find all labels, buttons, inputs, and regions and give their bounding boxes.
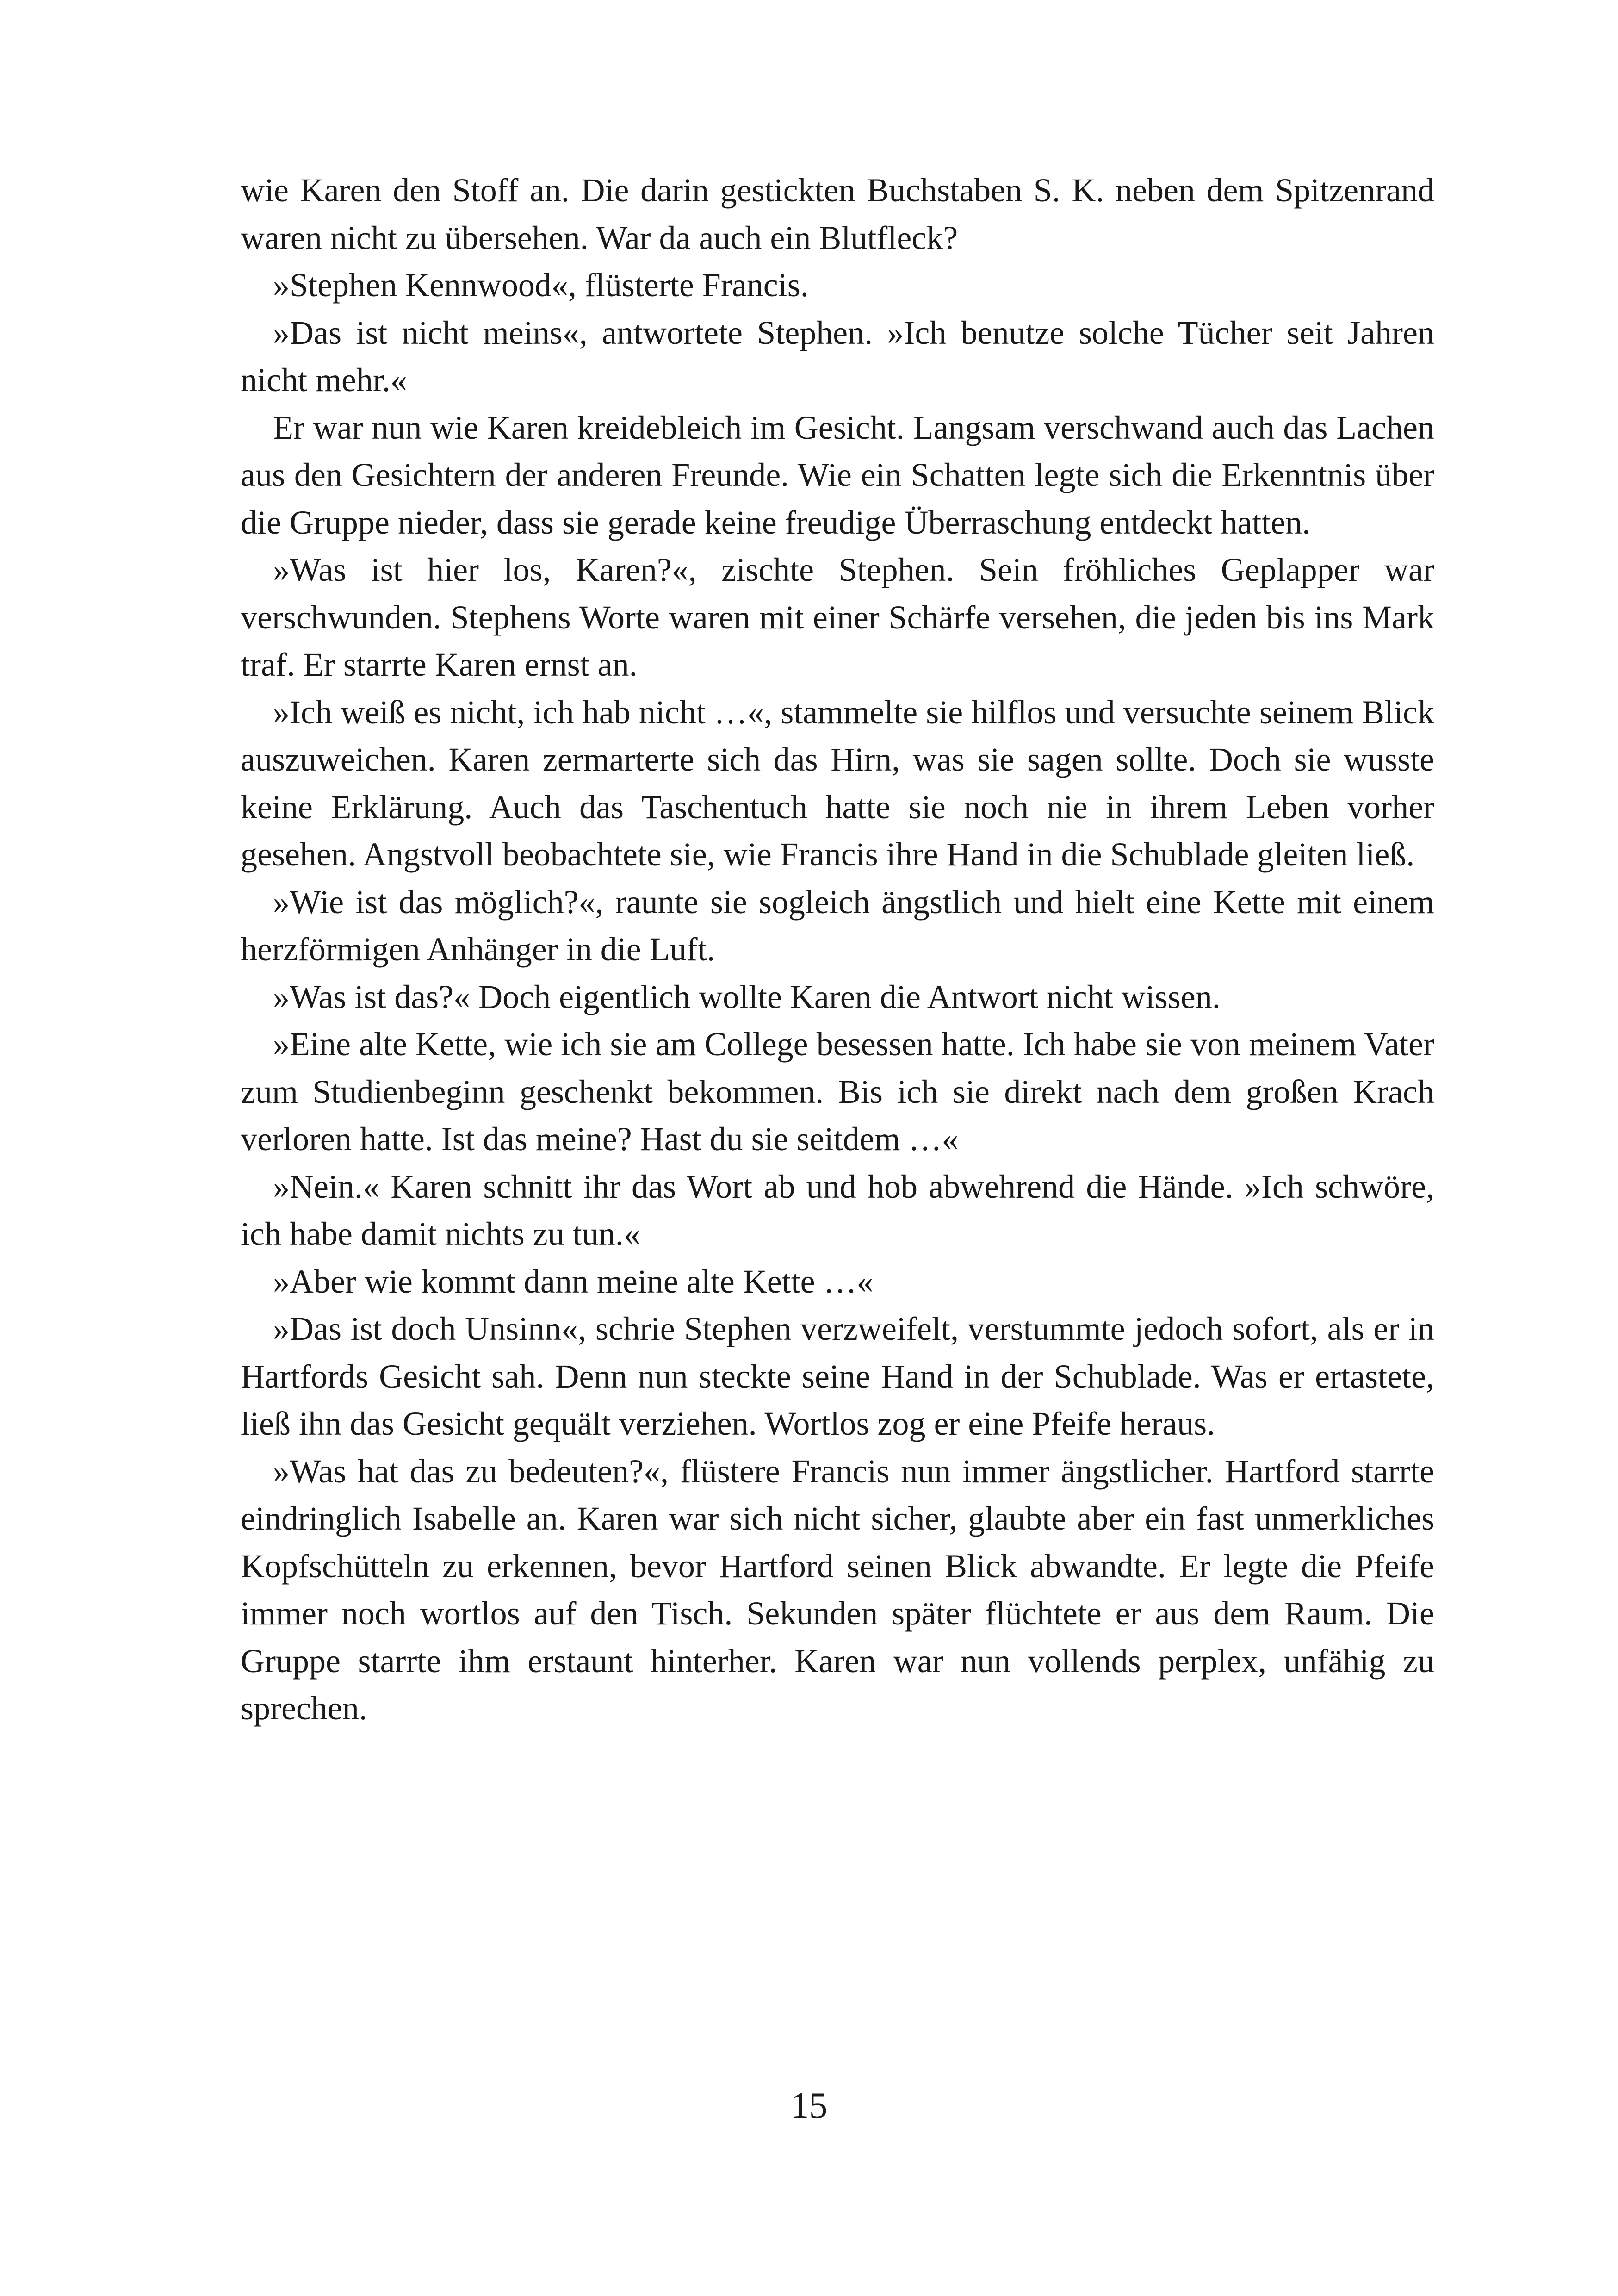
paragraph: »Das ist doch Unsinn«, schrie Stephen verzweifelt, verstummte jedoch sofort, als er in Hartfords Gesicht sah. Denn nun steckte seine Hand in der Schublade. Was er ertastete, ließ ihn das Gesicht gequält verziehen. Wortlos zog er eine Pfeife heraus. <box>241 1310 1434 1442</box>
paragraph: wie Karen den Stoff an. Die darin gestickten Buchstaben S. K. neben dem Spitzenrand waren nicht zu übersehen. War da auch ein Blutfleck? <box>241 172 1434 256</box>
paragraph: »Das ist nicht meins«, antwortete Stephen. »Ich benutze solche Tücher seit Jahren nicht mehr.« <box>241 314 1434 398</box>
paragraph: »Was hat das zu bedeuten?«, flüstere Francis nun immer ängstlicher. Hartford starrte eindringlich Isabelle an. Karen war sich nicht sicher, glaubte aber ein fast unmerkliches Kopfschütteln zu erkennen, bevor Hartford seinen Blick abwandte. Er legte die Pfeife immer noch wortlos auf den Tisch. Sekunden später flüchtete er aus dem Raum. Die Gruppe starrte ihm erstaunt hinterher. Karen war nun vollends perplex, unfähig zu sprechen. <box>241 1452 1434 1727</box>
paragraph: Er war nun wie Karen kreidebleich im Gesicht. Langsam verschwand auch das Lachen aus den Gesichtern der anderen Freunde. Wie ein Schatten legte sich die Erkenntnis über die Gruppe nieder, dass sie gerade keine freudige Überraschung entdeckt hatten. <box>241 409 1434 541</box>
paragraph: »Ich weiß es nicht, ich hab nicht …«, stammelte sie hilflos und versuchte seinem Blick auszuweichen. Karen zermarterte sich das Hirn, was sie sagen sollte. Doch sie wusste keine Erklärung. Auch das Taschentuch hatte sie noch nie in ihrem Leben vorher gesehen. Angstvoll beobachtete sie, wie Francis ihre Hand in die Schublade gleiten ließ. <box>241 693 1434 873</box>
paragraph: »Aber wie kommt dann meine alte Kette …« <box>273 1263 874 1300</box>
paragraph: »Nein.« Karen schnitt ihr das Wort ab und hob abwehrend die Hände. »Ich schwöre, ich habe damit nichts zu tun.« <box>241 1168 1434 1252</box>
paragraph: »Eine alte Kette, wie ich sie am College besessen hatte. Ich habe sie von meinem Vater zum Studienbeginn geschenkt bekommen. Bis ich sie direkt nach dem großen Krach verloren hatte. Ist das meine? Hast du sie seitdem …« <box>241 1026 1434 1157</box>
paragraph: »Stephen Kennwood«, flüsterte Francis. <box>273 267 809 304</box>
paragraph: »Wie ist das möglich?«, raunte sie sogleich ängstlich und hielt eine Kette mit einem herzförmigen Anhänger in die Luft. <box>241 883 1434 968</box>
body-text <box>241 167 1434 1732</box>
page-number: 15 <box>790 2085 828 2126</box>
paragraph: »Was ist hier los, Karen?«, zischte Stephen. Sein fröhliches Geplapper war verschwunden. Stephens Worte waren mit einer Schärfe versehen, die jeden bis ins Mark traf. Er starrte Karen ernst an. <box>241 551 1434 683</box>
paragraph: »Was ist das?« Doch eigentlich wollte Karen die Antwort nicht wissen. <box>273 978 1221 1015</box>
